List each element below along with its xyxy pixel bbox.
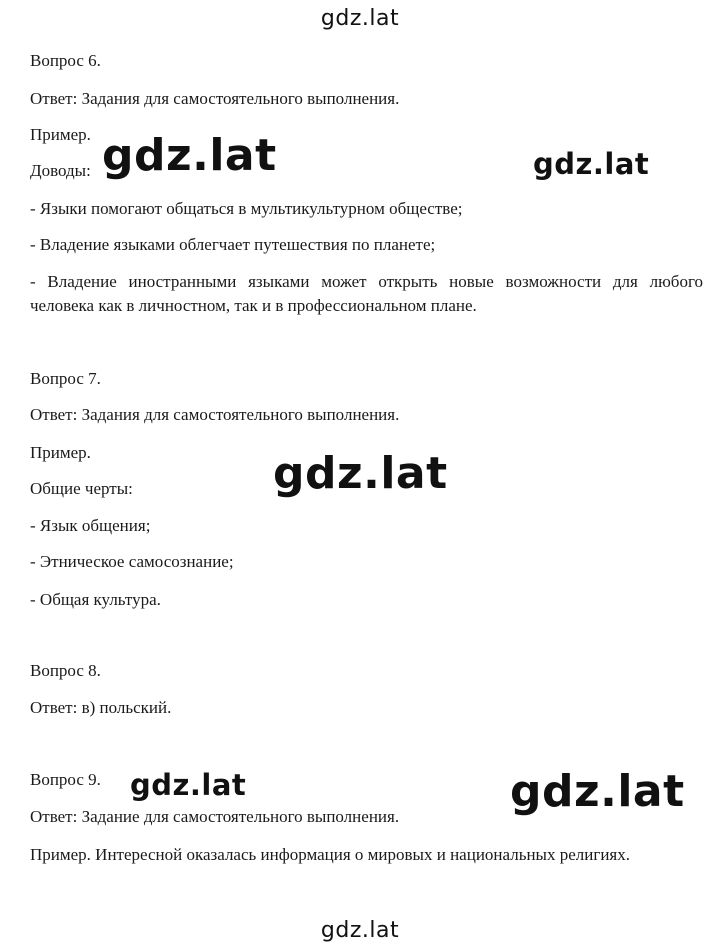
question-7-item-2: - Этническое самосознание; <box>30 552 234 571</box>
question-8-answer: Ответ: в) польский. <box>30 698 172 717</box>
question-6-item-3: - Владение иностранными языками может открыть новые возможности для любого человека как в личностном, так и в профессиональном плане. <box>30 272 703 315</box>
question-6-title: Вопрос 6. <box>30 51 101 70</box>
question-8-title: Вопрос 8. <box>30 661 101 680</box>
watermark-logo: gdz.lat <box>130 768 247 802</box>
question-7-label: Общие черты: <box>30 479 133 498</box>
question-7-title: Вопрос 7. <box>30 369 101 388</box>
footer-watermark: gdz.lat <box>320 918 400 943</box>
question-7-item-1: - Язык общения; <box>30 516 151 535</box>
watermark-logo: gdz.lat <box>510 766 685 817</box>
question-7-example: Пример. <box>30 443 91 462</box>
watermark-logo: gdz.lat <box>102 130 277 181</box>
question-9-answer: Ответ: Задание для самостоятельного выполнения. <box>30 807 400 826</box>
question-9-example: Пример. Интересной оказалась информация о мировых и национальных религиях. <box>30 845 630 864</box>
question-7-answer: Ответ: Задания для самостоятельного выполнения. <box>30 405 400 424</box>
question-7-item-3: - Общая культура. <box>30 590 161 609</box>
question-6-example: Пример. <box>30 125 91 144</box>
question-6-item-1: - Языки помогают общаться в мультикультурном обществе; <box>30 199 463 218</box>
question-6-item-2: - Владение языками облегчает путешествия по планете; <box>30 235 436 254</box>
question-9-title: Вопрос 9. <box>30 770 101 789</box>
question-6-label: Доводы: <box>30 161 91 180</box>
watermark-logo: gdz.lat <box>533 147 650 181</box>
question-6-answer: Ответ: Задания для самостоятельного выполнения. <box>30 89 400 108</box>
header-watermark: gdz.lat <box>320 6 400 31</box>
watermark-logo: gdz.lat <box>273 448 448 499</box>
